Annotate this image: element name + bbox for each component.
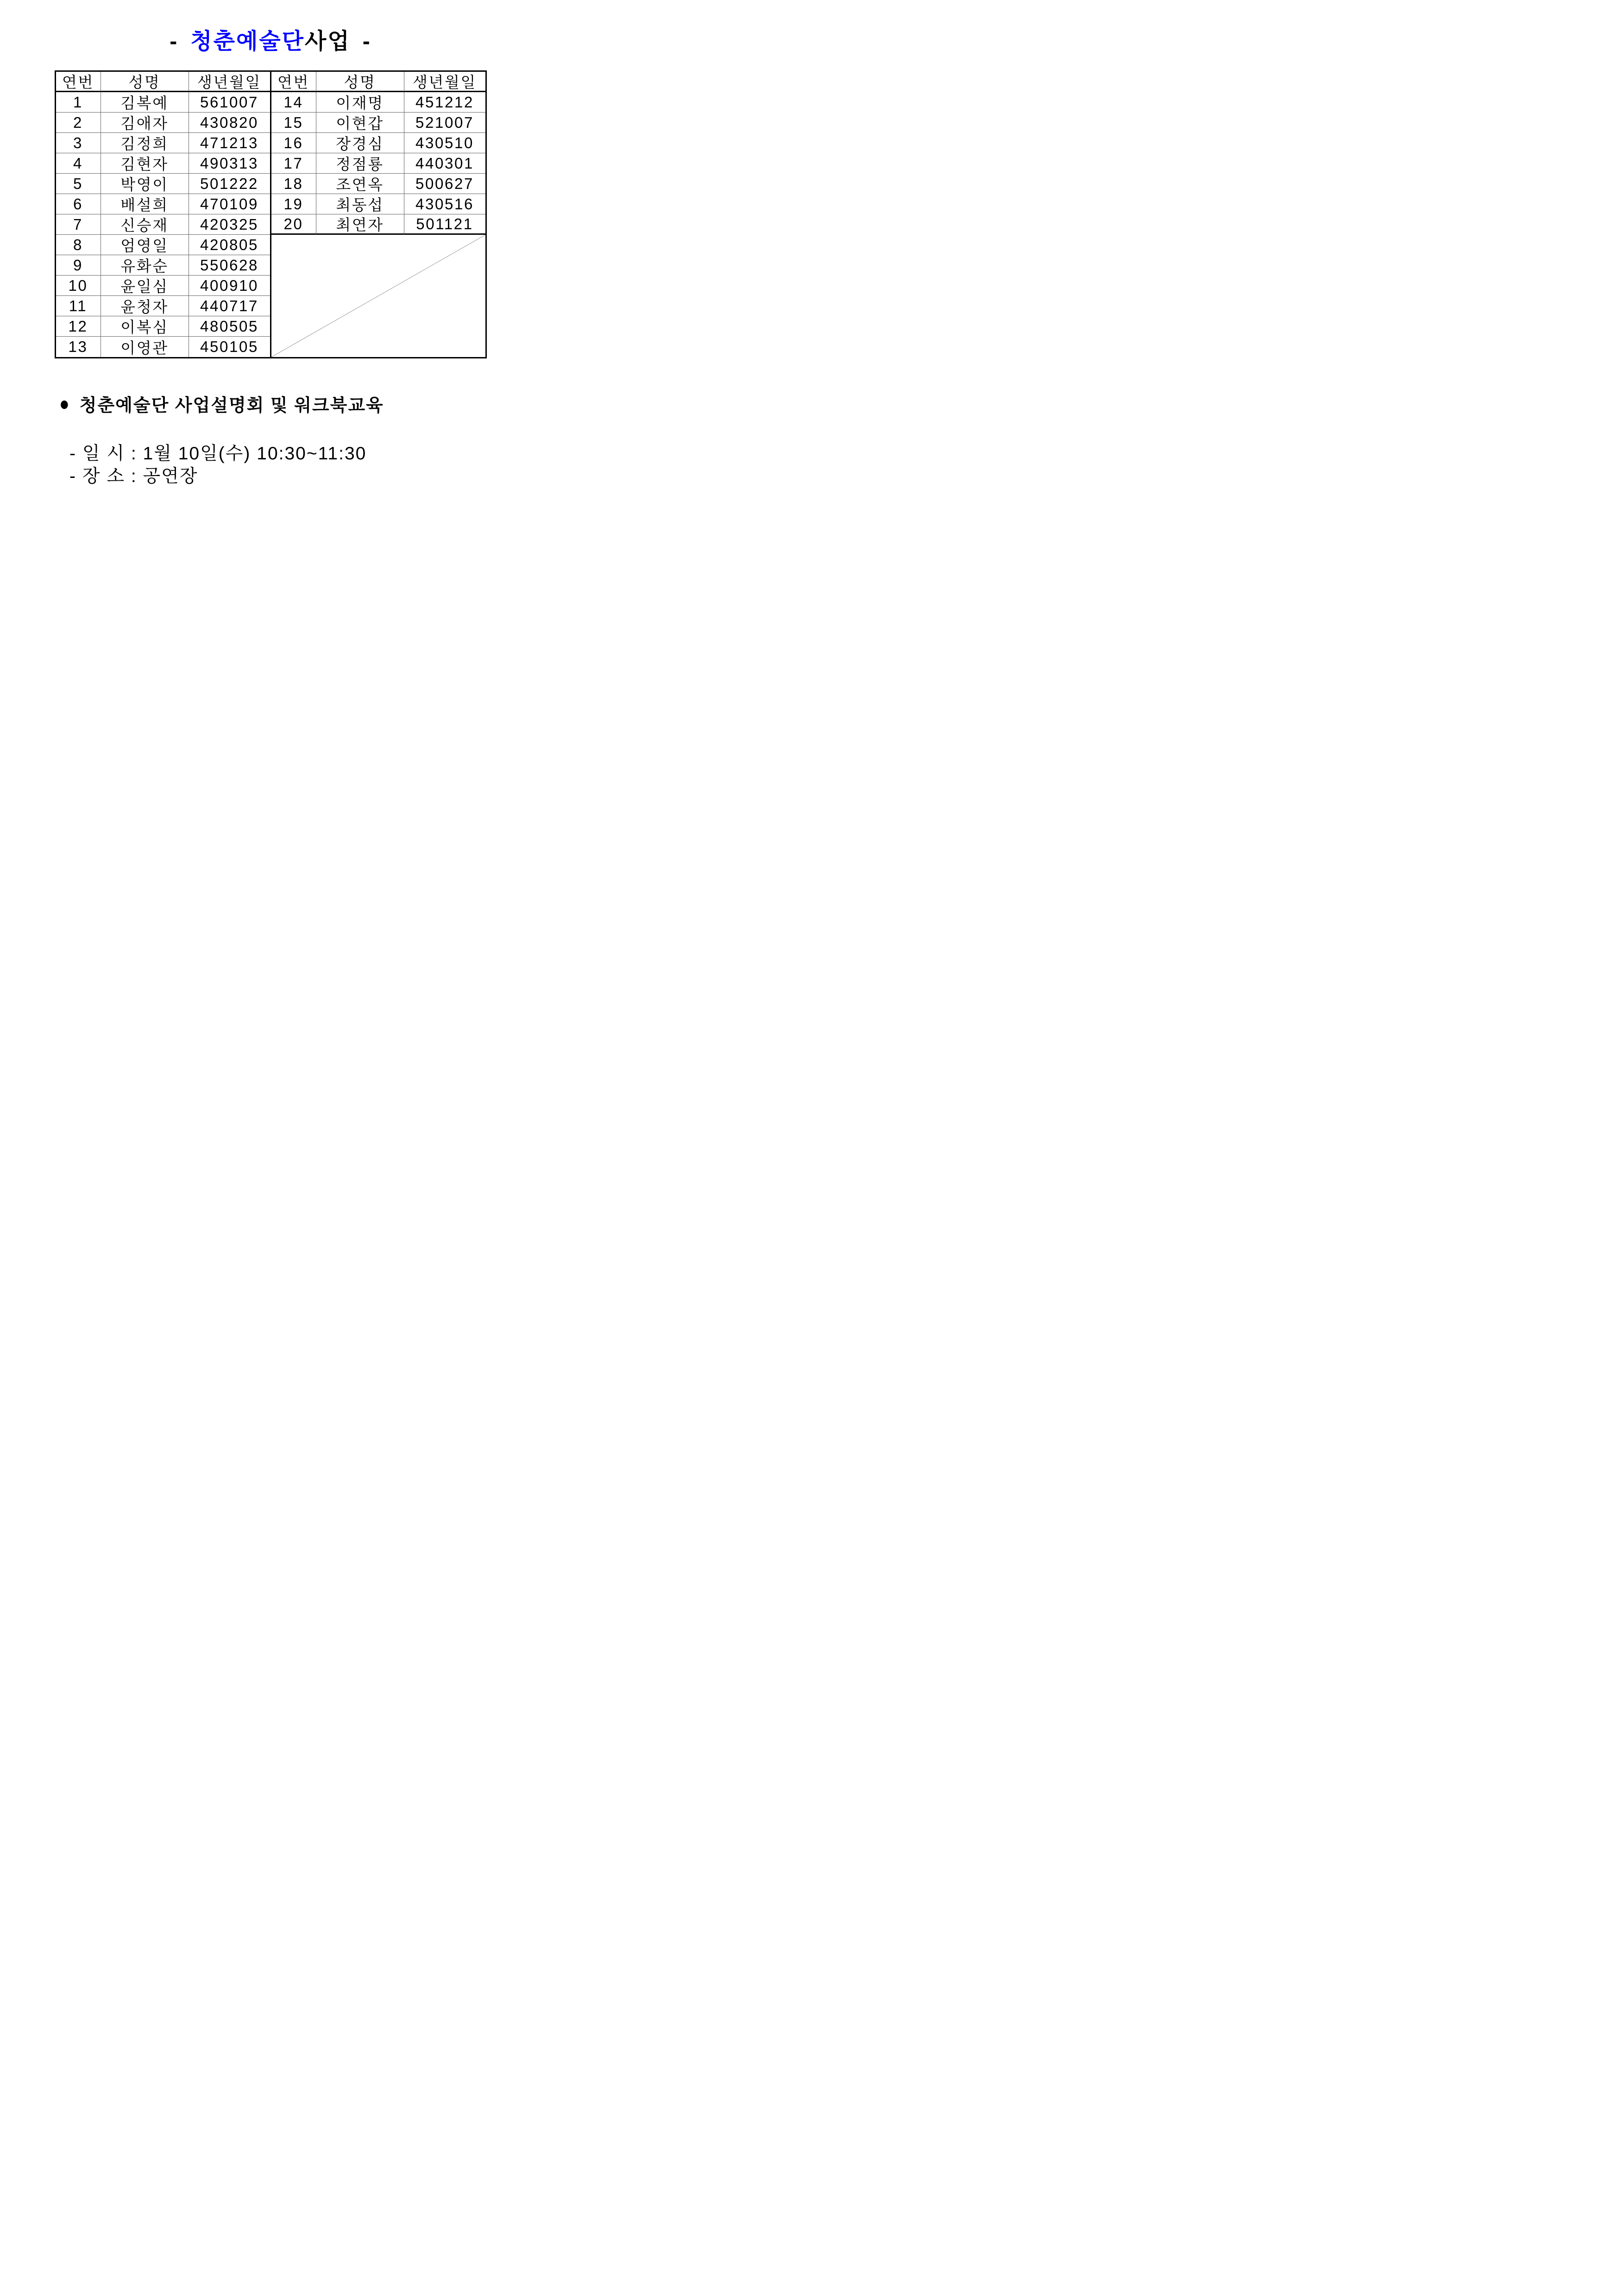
roster-table [55, 70, 487, 358]
cell-no: 7 [56, 214, 101, 235]
cell-no: 6 [56, 194, 101, 214]
title-dash-right: - [362, 29, 371, 54]
cell-no: 15 [271, 113, 316, 133]
cell-name: 윤일심 [101, 276, 189, 296]
cell-birth: 400910 [189, 276, 270, 296]
cell-no: 19 [271, 194, 316, 214]
empty-cell-diagonal [271, 235, 485, 357]
event-info [69, 442, 541, 488]
cell-birth: 450105 [200, 338, 258, 355]
column-header-no: 연번 [271, 72, 316, 92]
cell-no: 20 [271, 214, 316, 235]
cell-no: 3 [56, 133, 101, 153]
diagonal-line [271, 235, 485, 357]
cell-no: 2 [56, 113, 101, 133]
cell-name: 정점룡 [316, 153, 404, 174]
cell-no: 17 [271, 153, 316, 174]
cell-name: 김정희 [101, 133, 189, 153]
cell-name: 박영이 [101, 174, 189, 194]
event-datetime-line: - 일 시 : 1월 10일(수) 10:30~11:30 [69, 444, 367, 464]
cell-no: 1 [56, 92, 101, 113]
cell-name: 이영관 [101, 337, 189, 357]
column-header-no: 연번 [56, 72, 101, 92]
cell-name: 유화순 [101, 255, 189, 276]
cell-name: 조연옥 [316, 174, 404, 194]
cell-no: 14 [271, 92, 316, 113]
cell-birth: 470109 [189, 194, 270, 214]
cell-name: 배설희 [101, 194, 189, 214]
cell-name: 엄영일 [101, 235, 189, 255]
column-header-birth: 생년월일 [189, 72, 270, 92]
cell-no: 10 [56, 276, 101, 296]
cell-name: 김복예 [101, 92, 189, 113]
cell-no: 18 [271, 174, 316, 194]
cell-no: 8 [56, 235, 101, 255]
document-page [0, 0, 541, 765]
cell-name: 김현자 [101, 153, 189, 174]
cell-name: 김애자 [101, 113, 189, 133]
cell-birth: 430820 [189, 113, 270, 133]
cell-birth: 420805 [189, 235, 270, 255]
cell-name: 최동섭 [316, 194, 404, 214]
bullet-icon: ● [59, 392, 70, 415]
title-rest: 사업 [305, 29, 351, 54]
section-heading-text: 청춘예술단 사업설명회 및 워크북교육 [79, 396, 384, 415]
cell-no: 9 [56, 255, 101, 276]
cell-birth: 451212 [404, 92, 485, 113]
cell-name: 이현갑 [316, 113, 404, 133]
title-dash-left: - [170, 29, 179, 54]
cell-name: 장경심 [316, 133, 404, 153]
column-header-name: 성명 [101, 72, 189, 92]
cell-name: 이복심 [101, 316, 189, 337]
cell-no: 5 [56, 174, 101, 194]
title-highlight: 청춘예술단 [190, 29, 305, 54]
cell-no: 4 [56, 153, 101, 174]
cell-name: 최연자 [316, 214, 404, 235]
cell-no: 13 [56, 337, 101, 357]
cell-no: 11 [56, 296, 101, 316]
cell-no: 12 [56, 316, 101, 337]
cell-birth: 471213 [189, 133, 270, 153]
cell-name: 신승재 [101, 214, 189, 235]
cell-birth: 430510 [404, 133, 485, 153]
cell-birth: 500627 [404, 174, 485, 194]
cell-birth: 550628 [189, 255, 270, 276]
roster-table-left-half [56, 72, 270, 357]
column-header-birth: 생년월일 [404, 72, 485, 92]
cell-birth: 490313 [189, 153, 270, 174]
cell-birth: 420325 [189, 214, 270, 235]
cell-birth: 561007 [189, 92, 270, 113]
cell-birth: 430516 [404, 194, 485, 214]
cell-name: 이재명 [316, 92, 404, 113]
cell-birth: 480505 [189, 316, 270, 337]
event-location-line: - 장 소 : 공연장 [69, 466, 198, 486]
cell-name: 윤청자 [101, 296, 189, 316]
cell-birth: 440717 [189, 296, 270, 316]
cell-birth: 521007 [404, 113, 485, 133]
roster-table-right-half [270, 72, 485, 357]
column-header-name: 성명 [316, 72, 404, 92]
cell-birth: 440301 [404, 153, 485, 174]
cell-birth: 501222 [189, 174, 270, 194]
cell-birth: 501121 [404, 214, 485, 235]
section-heading [59, 391, 541, 416]
page-title [0, 0, 541, 55]
cell-no: 16 [271, 133, 316, 153]
